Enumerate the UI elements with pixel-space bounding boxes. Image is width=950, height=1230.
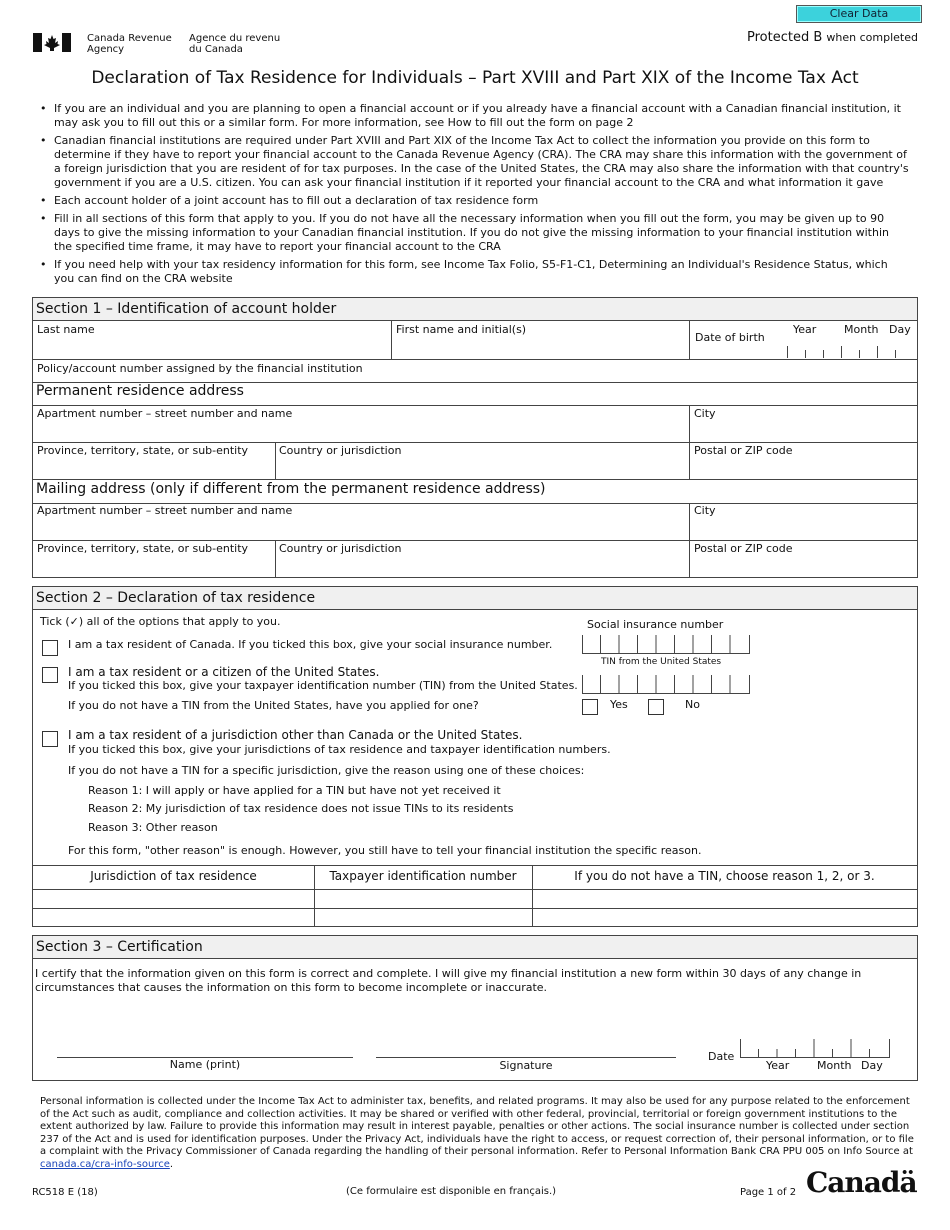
signature-field[interactable] [376, 1036, 676, 1056]
section-3-title: Section 3 – Certification [33, 936, 917, 959]
perm-city-field[interactable]: City [694, 407, 716, 420]
other-resident-checkbox[interactable] [42, 731, 58, 747]
agency-name-en: Canada Revenue [87, 33, 172, 44]
table-row[interactable] [33, 909, 917, 926]
policy-number-field[interactable]: Policy/account number assigned by the financial institution [37, 362, 363, 375]
option-us: I am a tax resident or a citizen of the United States. [68, 665, 380, 679]
agency-name-fr: Agence du revenu [189, 33, 281, 44]
col-reason: If you do not have a TIN, choose reason 1, 2, or 3. [574, 869, 875, 883]
section-1 [32, 297, 918, 578]
last-name-field[interactable]: Last name [37, 323, 95, 336]
name-print-field[interactable] [57, 1036, 353, 1056]
perm-postal-field[interactable]: Postal or ZIP code [694, 444, 793, 457]
reason-intro: If you do not have a TIN for a specific jurisdiction, give the reason using one of these choices: [68, 764, 585, 777]
perm-country-field[interactable]: Country or jurisdiction [279, 444, 402, 457]
first-name-field[interactable]: First name and initial(s) [396, 323, 527, 336]
reason-1: Reason 1: I will apply or have applied for a TIN but have not yet received it [88, 784, 501, 797]
tin-us-label: TIN from the United States [601, 657, 722, 667]
option-other: I am a tax resident of a jurisdiction other than Canada or the United States. [68, 728, 523, 742]
intro-item: • If you need help with your tax residency information for this form, see Income Tax Folio, S5-F1-C1, Determining an Individual's Residence Status, which you can find on the CRA website [40, 258, 910, 286]
date-day-label: Day [861, 1059, 883, 1072]
option-canada: I am a tax resident of Canada. If you ticked this box, give your social insurance number. [68, 638, 553, 651]
info-source-link[interactable]: canada.ca/cra-info-source [40, 1158, 170, 1170]
intro-item: • Canadian financial institutions are required under Part XVIII and Part XIX of the Income Tax Act to collect the information you provide on this form to determine if they have to report your financial account to the Canada Revenue Agency (CRA). The CRA may share this information with the government of a foreign jurisdiction that you are resident of for tax purposes. In the case of the United States, the CRA may also share the information with that country's government if you are a U.S. citizen. You can ask your financial institution if it reported your financial account to the CRA and what information it gave [40, 134, 910, 190]
tick-instruction: Tick (✓) all of the options that apply to you. [40, 615, 281, 628]
intro-list [40, 102, 910, 290]
col-tin: Taxpayer identification number [329, 869, 517, 883]
dob-month-label: Month [844, 323, 879, 336]
date-month-label: Month [817, 1059, 852, 1072]
french-availability: (Ce formulaire est disponible en français.) [346, 1186, 557, 1197]
perm-province-field[interactable]: Province, territory, state, or sub-entity [37, 444, 249, 457]
no-label: No [685, 698, 700, 711]
us-resident-checkbox[interactable] [42, 667, 58, 683]
dob-input[interactable] [787, 342, 909, 358]
agency-name-fr-2: du Canada [189, 44, 243, 55]
sin-label: Social insurance number [587, 618, 724, 631]
section-1-title: Section 1 – Identification of account holder [33, 298, 917, 321]
reason-3: Reason 3: Other reason [88, 821, 218, 834]
date-year-label: Year [766, 1059, 790, 1072]
canada-wordmark: Canadä [806, 1166, 917, 1199]
table-row[interactable] [33, 890, 917, 908]
intro-item: • Fill in all sections of this form that apply to you. If you do not have all the necessary information when you fill out the form, you may be given up to 90 days to give the missing information to your Canadian financial institution. If you do not give the missing information to your financial institution within the specified time frame, it may have to report your financial account to the CRA [40, 212, 910, 254]
agency-name-en-2: Agency [87, 44, 125, 55]
section-2 [32, 586, 918, 927]
page-title: Declaration of Tax Residence for Individuals – Part XVIII and Part XIX of the Income Tax Act [91, 68, 859, 88]
clear-data-button[interactable]: Clear Data [796, 5, 922, 23]
protected-suffix: when completed [826, 31, 918, 44]
option-other-instruction: If you ticked this box, give your jurisdictions of tax residence and taxpayer identification numbers. [68, 743, 611, 756]
option-us-applied: If you do not have a TIN from the United States, have you applied for one? [68, 699, 479, 712]
perm-street-field[interactable]: Apartment number – street number and name [37, 407, 293, 420]
date-label: Date [708, 1050, 735, 1063]
canada-flag-icon [33, 33, 71, 52]
reason-2: Reason 2: My jurisdiction of tax residence does not issue TINs to its residents [88, 802, 514, 815]
protected-label: Protected B when completed [747, 30, 918, 45]
date-input[interactable] [740, 1039, 892, 1058]
section-2-title: Section 2 – Declaration of tax residence [33, 587, 917, 610]
privacy-notice: Personal information is collected under the Income Tax Act to administer tax, benefits, and related programs. It may also be used for any purpose related to the enforcement of the Act such as audit, compliance and collection activities. It may be shared or verified with other federal, provincial, territorial or foreign government institutions to the extent authorized by law. Failure to provide this information may result in interest payable, penalties or other actions. The social insurance number is collected under section 237 of the Act and is used for identification purposes. Under the Privacy Act, individuals have the right to access, or request correction of, their personal information, or to file a complaint with the Privacy Commissioner of Canada regarding the handling of their personal information. Refer to Personal Information Bank CRA PPU 005 on Info Source at canada.ca/cra-info-source. [40, 1096, 914, 1170]
canada-resident-checkbox[interactable] [42, 640, 58, 656]
other-reason-note: For this form, "other reason" is enough. However, you still have to tell your financial institution the specific reason. [68, 844, 702, 857]
permanent-address-title: Permanent residence address [36, 383, 244, 399]
page-number: Page 1 of 2 [740, 1187, 797, 1198]
mail-country-field[interactable]: Country or jurisdiction [279, 542, 402, 555]
certify-text: I certify that the information given on this form is correct and complete. I will give my financial institution a new form within 30 days of any change in circumstances that causes the information on this form to become incomplete or inaccurate. [35, 967, 862, 994]
dob-year-label: Year [793, 323, 817, 336]
section-3 [32, 935, 918, 1081]
mail-province-field[interactable]: Province, territory, state, or sub-entity [37, 542, 249, 555]
col-jurisdiction: Jurisdiction of tax residence [90, 869, 257, 883]
mail-postal-field[interactable]: Postal or ZIP code [694, 542, 793, 555]
signature-label: Signature [499, 1059, 553, 1072]
sin-input[interactable] [582, 635, 750, 654]
dob-label: Date of birth [695, 331, 765, 344]
name-print-label: Name (print) [169, 1058, 241, 1071]
mail-street-field[interactable]: Apartment number – street number and name [37, 504, 293, 517]
tin-us-input[interactable] [582, 675, 750, 694]
option-us-instruction: If you ticked this box, give your taxpayer identification number (TIN) from the United States. [68, 679, 578, 692]
intro-item: • Each account holder of a joint account has to fill out a declaration of tax residence form [40, 194, 910, 208]
form-id: RC518 E (18) [32, 1187, 98, 1198]
intro-item: • If you are an individual and you are planning to open a financial account or if you already have a financial account with a Canadian financial institution, it may ask you to fill out this or a similar form. For more information, see How to fill out the form on page 2 [40, 102, 910, 130]
mail-city-field[interactable]: City [694, 504, 716, 517]
yes-label: Yes [610, 698, 628, 711]
applied-yes-checkbox[interactable] [582, 699, 598, 715]
applied-no-checkbox[interactable] [648, 699, 664, 715]
mailing-address-title: Mailing address (only if different from the permanent residence address) [36, 481, 546, 497]
dob-day-label: Day [889, 323, 911, 336]
